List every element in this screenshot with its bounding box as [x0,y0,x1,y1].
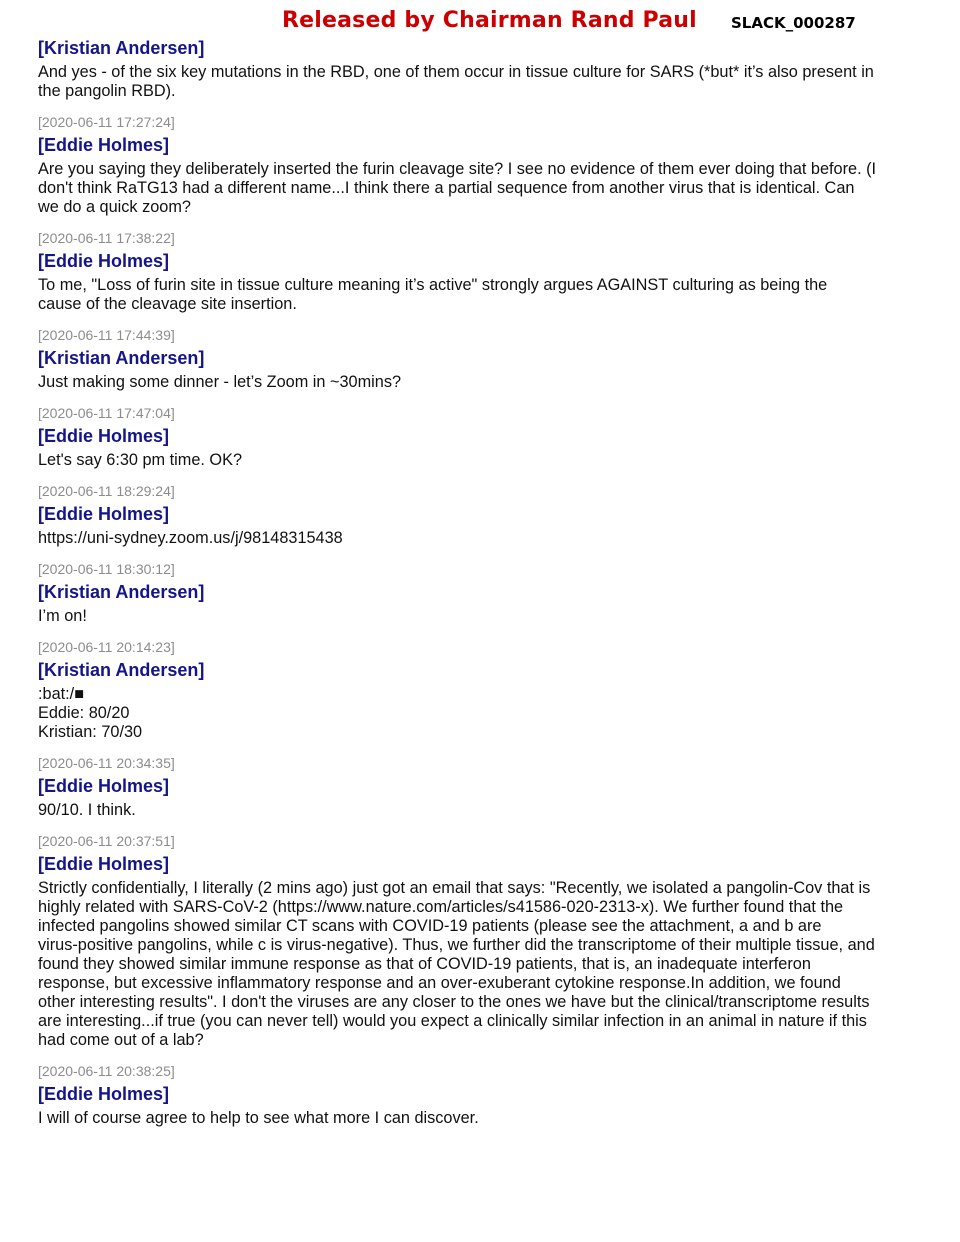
message-line: Let's say 6:30 pm time. OK? [38,451,243,469]
message-author: [Eddie Holmes] [38,776,170,796]
message-line: I’m on! [38,607,87,625]
message-line: we do a quick zoom? [38,198,191,216]
message-line: response, but excessive inflammatory response and an over-exuberant cytokine response.In addition, we found [38,974,841,992]
message [38,1063,928,1128]
release-title: Released by Chairman Rand Paul [282,8,697,33]
message-body [38,63,928,101]
message-timestamp: [2020-06-11 18:29:24] [38,483,175,499]
message-line: :bat:/■ [38,685,85,703]
message-timestamp: [2020-06-11 17:38:22] [38,230,175,246]
message-author: [Eddie Holmes] [38,426,170,446]
message [38,405,928,470]
message-timestamp: [2020-06-11 20:14:23] [38,639,175,655]
message-line: Eddie: 80/20 [38,704,130,722]
message-line: infected pangolins showed similar CT scans with COVID-19 patients (please see the attachment, a and b are [38,917,822,935]
message-body [38,160,928,217]
message [38,38,928,101]
message-timestamp: [2020-06-11 17:47:04] [38,405,175,421]
message-line: To me, "Loss of furin site in tissue culture meaning it’s active" strongly argues AGAINST culturing as being the [38,276,828,294]
message-author: [Eddie Holmes] [38,251,170,271]
message-body [38,607,928,626]
message-body [38,451,928,470]
message-timestamp: [2020-06-11 20:38:25] [38,1063,175,1079]
message-author: [Kristian Andersen] [38,348,205,368]
message-line: don't think RaTG13 had a different name...I think there a partial sequence from another virus that is identical. Can [38,179,855,197]
message [38,833,928,1050]
message-timestamp: [2020-06-11 18:30:12] [38,561,175,577]
message-line: Kristian: 70/30 [38,723,143,741]
message-body [38,276,928,314]
message-thread [38,38,928,1141]
message-body [38,373,928,392]
message [38,230,928,314]
message-author: [Kristian Andersen] [38,38,205,58]
message-body [38,801,928,820]
message-line: 90/10. I think. [38,801,136,819]
message-line: https://uni-sydney.zoom.us/j/98148315438 [38,529,343,547]
message-author: [Kristian Andersen] [38,582,205,602]
message [38,483,928,548]
page-header [0,6,960,38]
message-line: Are you saying they deliberately inserted the furin cleavage site? I see no evidence of them ever doing that before. (I [38,160,877,178]
message-timestamp: [2020-06-11 20:34:35] [38,755,175,771]
message-line: highly related with SARS-CoV-2 (https://www.nature.com/articles/s41586-020-2313-x). We further found that the [38,898,844,916]
message [38,114,928,217]
message-line: virus-positive pangolins, while c is virus-negative). Thus, we further did the transcriptome of their multiple tissue, and [38,936,875,954]
message-author: [Eddie Holmes] [38,135,170,155]
message-line: are interesting...if true (you can never tell) would you expect a clinically similar infection in an animal in nature if this [38,1012,867,1030]
message-line: Strictly confidentially, I literally (2 mins ago) just got an email that says: "Recently, we isolated a pangolin-Cov that is [38,879,871,897]
message [38,561,928,626]
message-author: [Eddie Holmes] [38,854,170,874]
message-timestamp: [2020-06-11 20:37:51] [38,833,175,849]
message-author: [Eddie Holmes] [38,1084,170,1104]
message-body [38,529,928,548]
message-line: the pangolin RBD). [38,82,176,100]
message-line: found they showed similar immune response as that of COVID-19 patients, that is, an inadequate interferon [38,955,811,973]
message-author: [Eddie Holmes] [38,504,170,524]
message [38,639,928,742]
message-timestamp: [2020-06-11 17:44:39] [38,327,175,343]
message-line: other interesting results". I don't the viruses are any closer to the ones we have but the clinical/transcriptome results [38,993,870,1011]
message-body [38,685,928,742]
message-line: Just making some dinner - let’s Zoom in ~30mins? [38,373,402,391]
message [38,327,928,392]
message-timestamp: [2020-06-11 17:27:24] [38,114,175,130]
message-line: I will of course agree to help to see what more I can discover. [38,1109,479,1127]
message-line: had come out of a lab? [38,1031,204,1049]
message [38,755,928,820]
document-id: SLACK_000287 [731,14,856,32]
message-body [38,1109,928,1128]
message-line: cause of the cleavage site insertion. [38,295,297,313]
message-line: And yes - of the six key mutations in the RBD, one of them occur in tissue culture for SARS (*but* it’s also present in [38,63,874,81]
message-body [38,879,928,1050]
message-author: [Kristian Andersen] [38,660,205,680]
